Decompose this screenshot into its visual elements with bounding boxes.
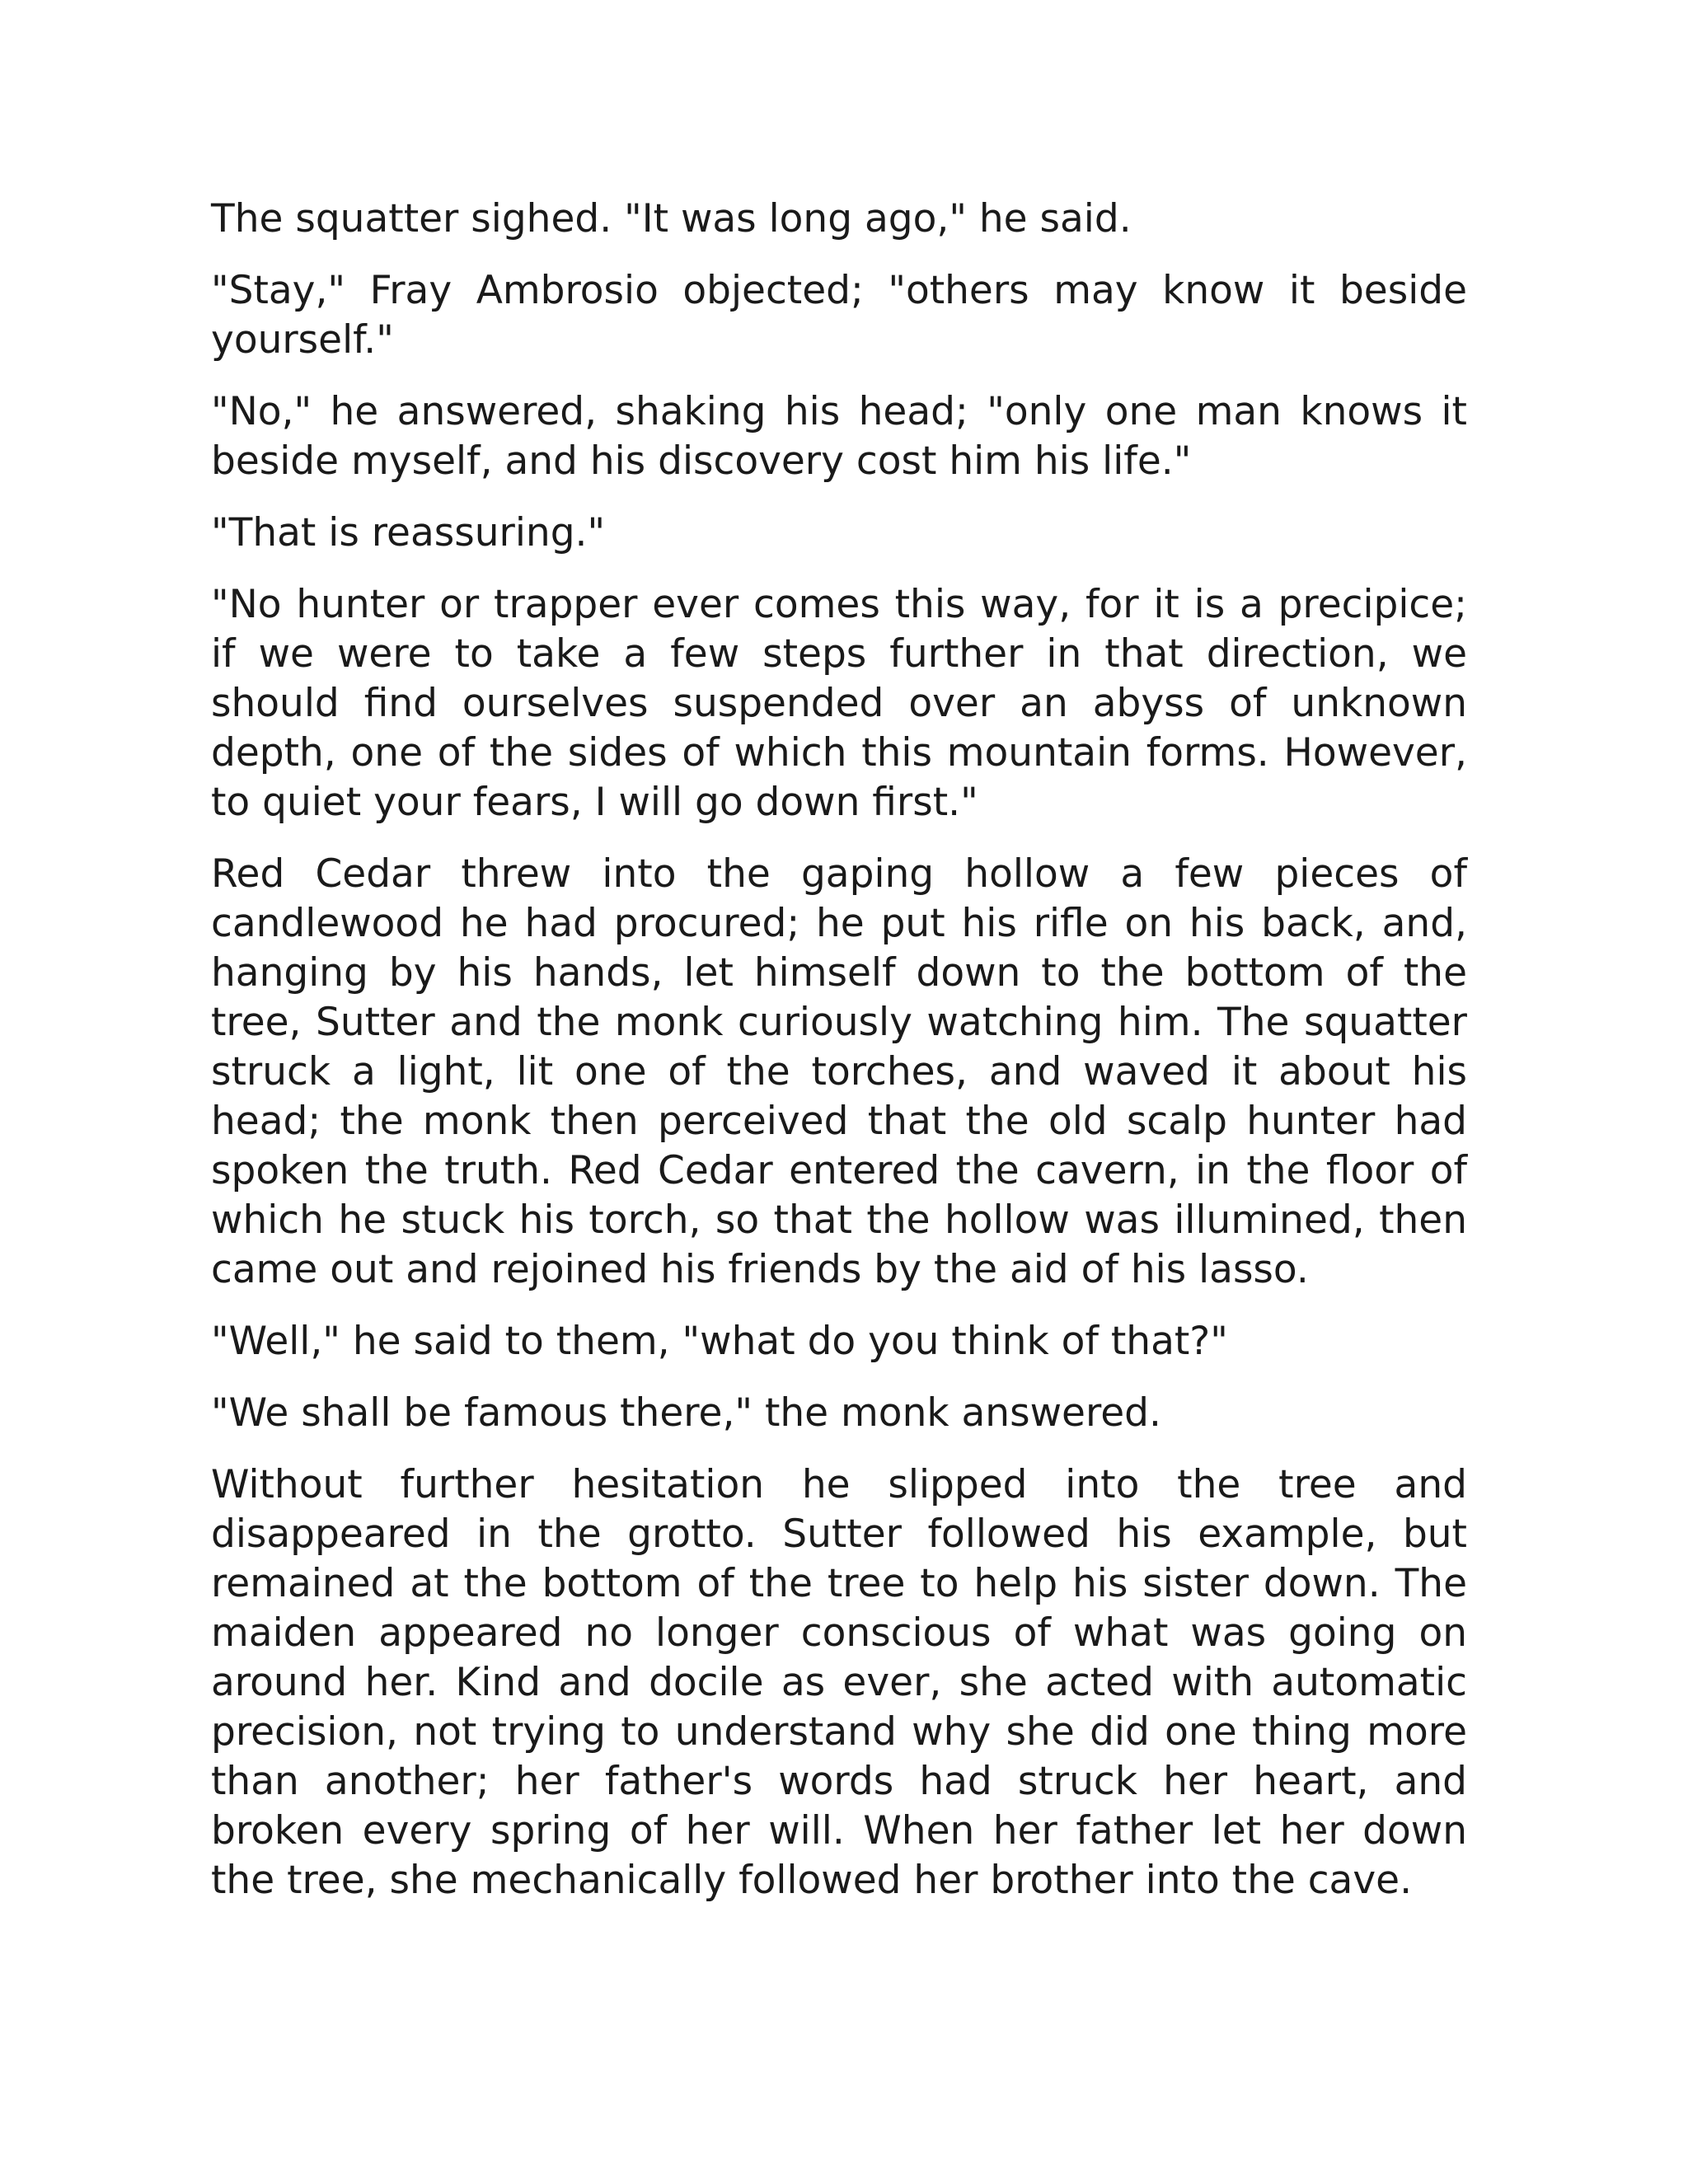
paragraph-3: "No," he answered, shaking his head; "only one man knows it beside myself, and his discovery cost him his life."	[211, 389, 1467, 484]
paragraph-8: "We shall be famous there," the monk answered.	[211, 1390, 1161, 1436]
paragraph-1: The squatter sighed. "It was long ago," he said.	[211, 196, 1132, 241]
paragraph-5: "No hunter or trapper ever comes this way, for it is a precipice; if we were to take a few steps further in that direction, we should find ourselves suspended over an abyss of unknown depth, one of the sides of which this mountain forms. However, to quiet your fears, I will go down first."	[211, 582, 1467, 825]
paragraph-4: "That is reassuring."	[211, 510, 606, 555]
paragraph-6: Red Cedar threw into the gaping hollow a few pieces of candlewood he had procured; he put his rifle on his back, and, hanging by his hands, let himself down to the bottom of the tree, Sutter and the monk curiously watching him. The squatter struck a light, lit one of the torches, and waved it about his head; the monk then perceived that the old scalp hunter had spoken the truth. Red Cedar entered the cavern, in the floor of which he stuck his torch, so that the hollow was illumined, then came out and rejoined his friends by the aid of his lasso.	[211, 851, 1467, 1292]
paragraph-9: Without further hesitation he slipped into the tree and disappeared in the grotto. Sutter followed his example, but remained at the bottom of the tree to help his sister down. The maiden appeared no longer conscious of what was going on around her. Kind and docile as ever, she acted with automatic precision, not trying to understand why she did one thing more than another; her father's words had struck her heart, and broken every spring of her will. When her father let her down the tree, she mechanically followed her brother into the cave.	[211, 1462, 1467, 1903]
body-text	[211, 194, 1467, 1928]
paragraph-2: "Stay," Fray Ambrosio objected; "others may know it beside yourself."	[211, 268, 1467, 363]
paragraph-7: "Well," he said to them, "what do you think of that?"	[211, 1319, 1228, 1364]
